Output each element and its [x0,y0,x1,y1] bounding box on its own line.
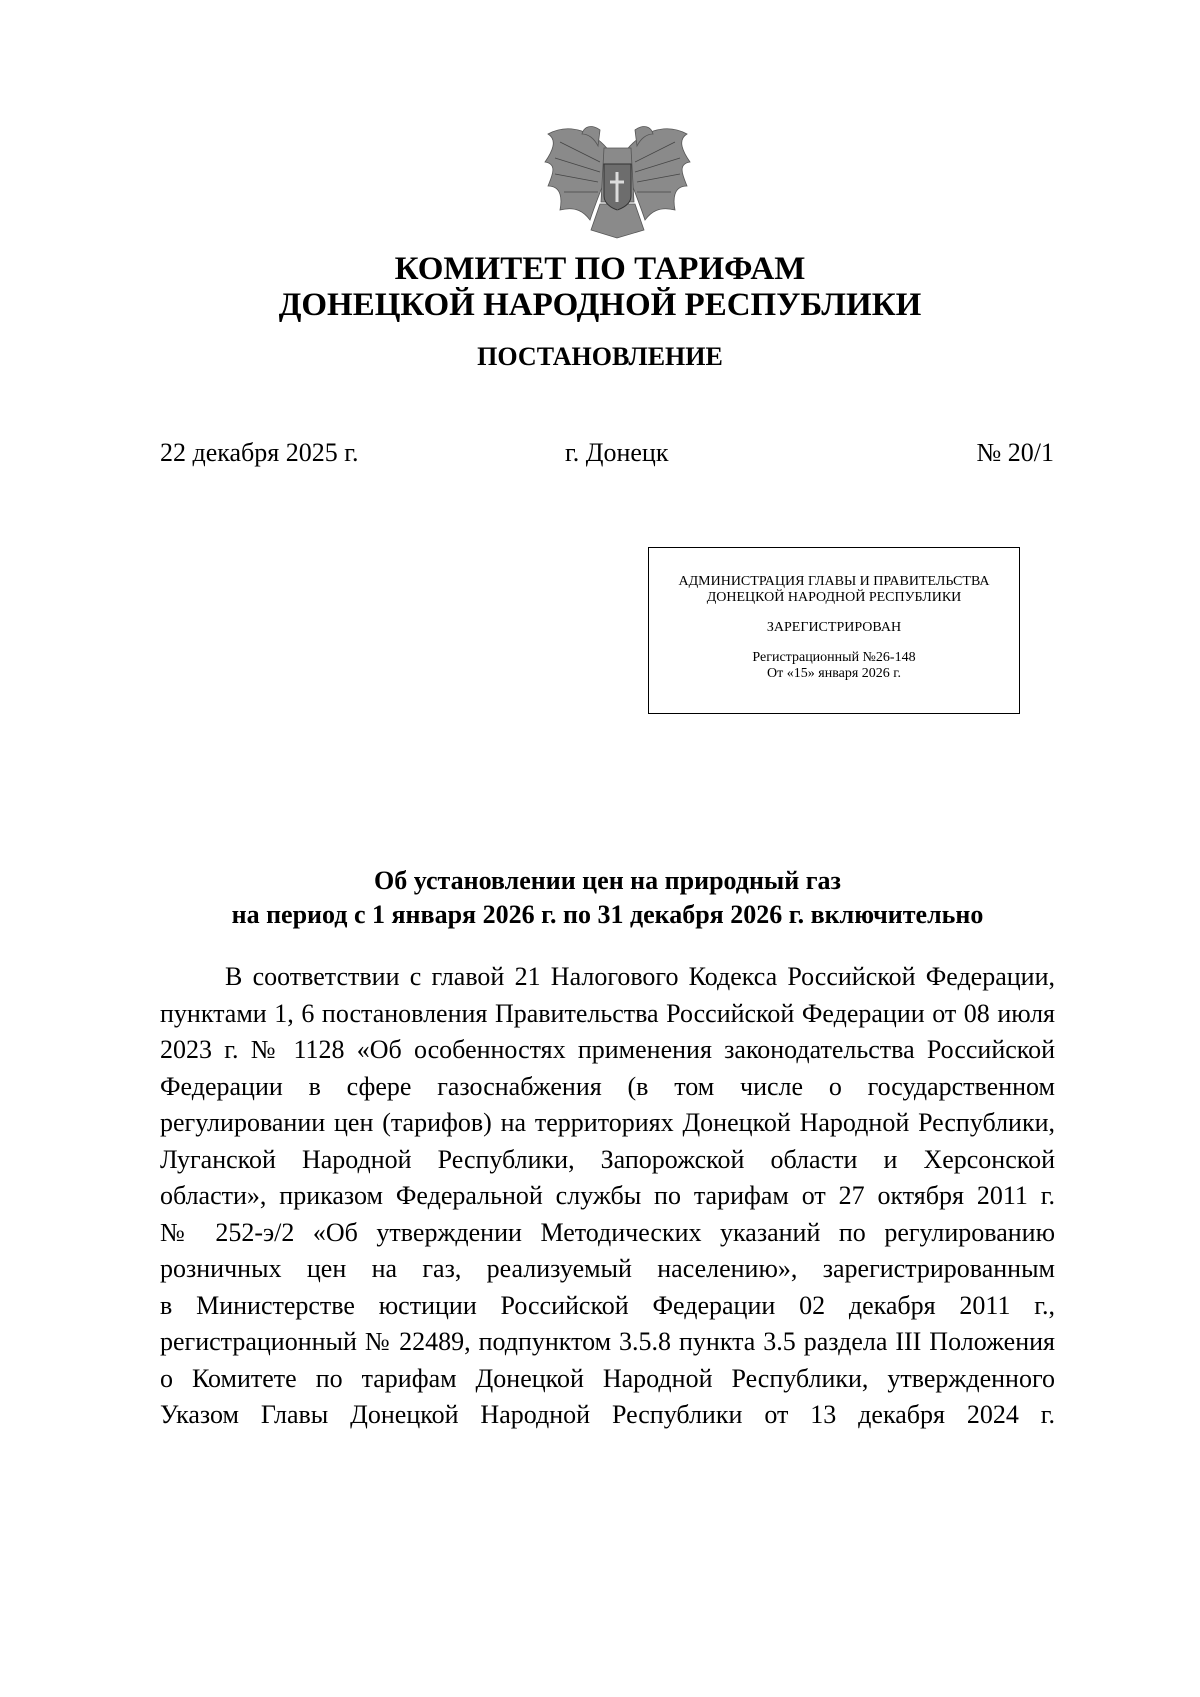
body-line: розничных цен на газ, реализуемый населению», зарегистрированным [160,1254,1055,1283]
body-line: регулировании цен (тарифов) на территориях Донецкой Народной Республики, [160,1108,1055,1137]
registration-stamp [648,547,1020,714]
org-name-line1: КОМИТЕТ ПО ТАРИФАМ [394,251,806,287]
body-line: Луганской Народной Республики, Запорожской области и Херсонской [160,1144,1055,1174]
document-number: № 20/1 [976,438,1054,467]
body-line: 2023 г. № 1128 «Об особенностях применения законодательства Российской [160,1035,1055,1064]
body-paragraph [160,959,1055,1434]
body-line: Федерации в сфере газоснабжения (в том числе о государственном [160,1071,1055,1101]
document-city: г. Донецк [565,438,669,467]
body-line: в Министерстве юстиции Российской Федерации 02 декабря 2011 г., [160,1290,1055,1320]
title-line1: Об установлении цен на природный газ [374,866,841,895]
document-title [160,864,1055,932]
body-line: Указом Главы Донецкой Народной Республики от 13 декабря 2024 г. [160,1400,1055,1429]
coat-of-arms-emblem [540,112,695,242]
body-line: регистрационный № 22489, подпунктом 3.5.8 пункта 3.5 раздела III Положения [160,1327,1055,1356]
body-line: о Комитете по тарифам Донецкой Народной Республики, утвержденного [160,1363,1055,1393]
body-line: пунктами 1, 6 постановления Правительства Российской Федерации от 08 июля [160,998,1055,1028]
stamp-reg-date: От «15» января 2026 г. [767,666,901,681]
body-line: № 252-э/2 «Об утверждении Методических указаний по регулированию [160,1217,1055,1247]
body-line: В соответствии с главой 21 Налогового Кодекса Российской Федерации, [225,962,1055,991]
org-name-line2: ДОНЕЦКОЙ НАРОДНОЙ РЕСПУБЛИКИ [278,287,922,323]
body-line: области», приказом Федеральной службы по тарифам от 27 октября 2011 г. [160,1181,1055,1210]
document-type: ПОСТАНОВЛЕНИЕ [477,342,723,371]
title-line2: на период с 1 января 2026 г. по 31 декабря 2026 г. включительно [231,900,984,929]
stamp-status: ЗАРЕГИСТРИРОВАН [766,620,902,635]
document-date: 22 декабря 2025 г. [160,438,359,467]
stamp-reg-number: Регистрационный №26-148 [752,650,916,665]
stamp-org-line2: ДОНЕЦКОЙ НАРОДНОЙ РЕСПУБЛИКИ [706,590,962,605]
stamp-org-line1: АДМИНИСТРАЦИЯ ГЛАВЫ И ПРАВИТЕЛЬСТВА [678,574,990,589]
